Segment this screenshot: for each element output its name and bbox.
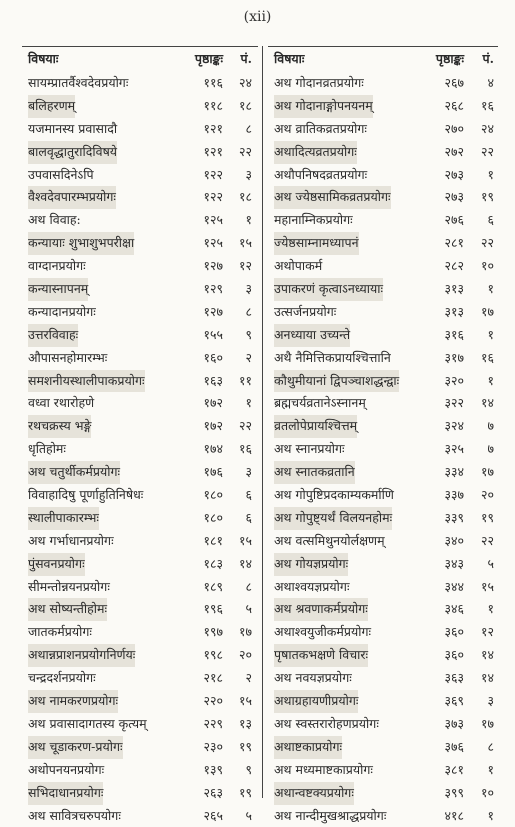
entry-para: ८ — [226, 301, 252, 324]
entry-title: अथाश्वयुजीकर्मप्रयोगः — [274, 621, 371, 644]
index-entry — [22, 782, 258, 805]
index-entry — [268, 232, 498, 255]
entry-para: १४ — [468, 392, 494, 415]
entry-title: समशनीयस्थालीपाकप्रयोगः — [28, 370, 145, 393]
entry-page: २६५ — [163, 805, 223, 827]
index-entry — [22, 759, 258, 782]
index-entry — [22, 232, 258, 255]
entry-title: अथाष्टकाप्रयोगः — [274, 736, 342, 759]
index-entry — [268, 209, 498, 232]
entry-title: अथ गोपुष्टिप्रदकाम्यकर्माणि — [274, 484, 394, 507]
entry-title: सभिदाधानप्रयोगः — [28, 782, 103, 805]
index-entry — [268, 484, 498, 507]
entry-title: सीमन्तोन्नयनप्रयोगः — [28, 576, 110, 599]
entry-title: अथान्नप्राशनप्रयोगनिर्णयः — [28, 644, 135, 667]
entry-para: १६ — [468, 347, 494, 370]
entry-page: ३४३ — [404, 553, 464, 576]
entry-page: ३६९ — [404, 690, 464, 713]
index-entry — [268, 644, 498, 667]
index-entry — [22, 530, 258, 553]
index-entry — [268, 713, 498, 736]
entry-para: ३ — [226, 278, 252, 301]
entry-page: १७२ — [163, 392, 223, 415]
index-entry — [22, 553, 258, 576]
entry-page: १७२ — [163, 415, 223, 438]
entry-para: १ — [468, 805, 494, 827]
index-entry — [22, 118, 258, 141]
entry-page: ३४६ — [404, 598, 464, 621]
index-entry — [268, 667, 498, 690]
entry-title: अथ गोदानव्रतप्रयोगः — [274, 72, 364, 95]
entry-title: धृतिहोमः — [28, 438, 66, 461]
entry-page: १९६ — [163, 598, 223, 621]
index-entry — [22, 507, 258, 530]
entry-page: २३० — [163, 736, 223, 759]
entry-para: १५ — [226, 232, 252, 255]
entry-page: ३६० — [404, 621, 464, 644]
entry-para: १५ — [226, 690, 252, 713]
entry-title: पृषातकभक्षणे विचारः — [274, 644, 368, 667]
entry-title: कन्यास्नापनम् — [28, 278, 88, 301]
entry-para: २२ — [226, 141, 252, 164]
entry-title: यजमानस्य प्रवासादौ — [28, 118, 117, 141]
index-entry — [22, 72, 258, 95]
entry-para: १ — [226, 209, 252, 232]
entry-page: ४१८ — [404, 805, 464, 827]
column-divider — [262, 46, 263, 798]
index-entry — [22, 805, 258, 827]
entry-title: अथ मध्यमाष्टकाप्रयोगः — [274, 759, 373, 782]
entry-para: १४ — [468, 644, 494, 667]
entry-para: १ — [468, 164, 494, 187]
header-para: पं. — [468, 46, 494, 72]
entry-page: १२१ — [163, 141, 223, 164]
entry-page: ३३९ — [404, 507, 464, 530]
entry-title: वध्वा रथारोहणे — [28, 392, 94, 415]
entry-title: वाग्दानप्रयोगः — [28, 255, 86, 278]
entry-page: ३८१ — [404, 759, 464, 782]
entry-page: १९७ — [163, 621, 223, 644]
entry-para: २२ — [468, 232, 494, 255]
entry-title: अथ नान्दीमुखश्राद्धप्रयोगः — [274, 805, 386, 827]
entry-page: २७३ — [404, 164, 464, 187]
index-entry — [268, 95, 498, 118]
entry-para: ३ — [468, 690, 494, 713]
entry-page: १२२ — [163, 186, 223, 209]
entry-page: २६८ — [404, 95, 464, 118]
entry-para: १ — [468, 759, 494, 782]
entry-para: १७ — [468, 461, 494, 484]
entry-para: ११ — [226, 370, 252, 393]
index-entry — [22, 461, 258, 484]
entry-para: ८ — [226, 118, 252, 141]
entry-para: १० — [468, 255, 494, 278]
entry-page: ३३७ — [404, 484, 464, 507]
index-entry — [268, 598, 498, 621]
entry-title: बालवृद्धातुरादिविषये — [28, 141, 117, 164]
entry-title: अथ वत्समिथुनयोर्लक्षणम् — [274, 530, 385, 553]
entry-page: २१८ — [163, 667, 223, 690]
entry-page: १६० — [163, 347, 223, 370]
index-entry — [22, 576, 258, 599]
entry-para: ७ — [468, 438, 494, 461]
index-entry — [22, 598, 258, 621]
entry-page: ३२५ — [404, 438, 464, 461]
header-page: पृष्ठाङ्कः — [404, 46, 464, 72]
index-entry — [22, 713, 258, 736]
index-entry — [22, 209, 258, 232]
index-entry — [22, 736, 258, 759]
entry-title: जातकर्मप्रयोगः — [28, 621, 92, 644]
index-entry — [22, 370, 258, 393]
entry-para: ३ — [226, 461, 252, 484]
entry-para: १ — [226, 392, 252, 415]
entry-title: औपासनहोमारम्भः — [28, 347, 107, 370]
entry-para: १२ — [226, 255, 252, 278]
entry-page: २७० — [404, 118, 464, 141]
index-entry — [22, 690, 258, 713]
index-entry — [268, 415, 498, 438]
index-entry — [268, 118, 498, 141]
index-entry — [22, 301, 258, 324]
index-entry — [22, 415, 258, 438]
entry-title: अथान्वष्टक्यप्रयोगः — [274, 782, 354, 805]
page-number: (xii) — [0, 9, 515, 25]
entry-title: अथादित्यव्रतप्रयोगः — [274, 141, 357, 164]
entry-para: १४ — [226, 553, 252, 576]
index-column-left — [22, 46, 258, 827]
entry-para: ८ — [226, 576, 252, 599]
header-page: पृष्ठाङ्कः — [163, 46, 223, 72]
entry-page: ३२२ — [404, 392, 464, 415]
entry-page: ३१३ — [404, 278, 464, 301]
entry-title: विवाहादिषु पूर्णाहुतिनिषेधः — [28, 484, 143, 507]
index-entry — [22, 484, 258, 507]
entry-page: २६७ — [404, 72, 464, 95]
entry-page: १७६ — [163, 461, 223, 484]
header-topic: विषयाः — [28, 46, 58, 72]
entry-para: १५ — [226, 530, 252, 553]
entry-title: उत्सर्जनप्रयोगः — [274, 301, 336, 324]
index-entry — [268, 576, 498, 599]
entry-page: ३६० — [404, 644, 464, 667]
entry-title: अथ चतुर्थीकर्मप्रयोगः — [28, 461, 120, 484]
index-entry — [22, 347, 258, 370]
entry-page: १८० — [163, 484, 223, 507]
entry-page: ३४० — [404, 530, 464, 553]
entry-title: अथ गोपुष्ट्यर्थं विलयनहोमः — [274, 507, 392, 530]
entry-page: ३२४ — [404, 415, 464, 438]
entry-para: ७ — [468, 415, 494, 438]
entry-title: अथ प्रवासादागतस्य कृत्यम् — [28, 713, 147, 736]
entry-para: ४ — [468, 72, 494, 95]
entry-page: ३४४ — [404, 576, 464, 599]
entry-para: ८ — [468, 736, 494, 759]
index-entry — [268, 255, 498, 278]
entry-para: २२ — [468, 530, 494, 553]
header-topic: विषयाः — [274, 46, 304, 72]
entry-title: अथ चूडाकरण-प्रयोगः — [28, 736, 123, 759]
entry-para: १ — [468, 370, 494, 393]
entry-para: १७ — [468, 713, 494, 736]
entry-para: १९ — [226, 736, 252, 759]
entry-title: अथ विवाह: — [28, 209, 81, 232]
entry-para: १५ — [468, 576, 494, 599]
index-entry — [22, 438, 258, 461]
entry-page: ३७३ — [404, 713, 464, 736]
entry-page: ११६ — [163, 72, 223, 95]
entry-page: १२९ — [163, 278, 223, 301]
entry-para: १९ — [468, 507, 494, 530]
index-entry — [22, 141, 258, 164]
entry-para: ६ — [468, 209, 494, 232]
entry-title: रथचक्रस्य भङ्गे — [28, 415, 91, 438]
entry-para: ५ — [226, 598, 252, 621]
entry-page: १८९ — [163, 576, 223, 599]
entry-title: अथोपनयनप्रयोगः — [28, 759, 104, 782]
index-entry — [268, 164, 498, 187]
entry-title: व्रतलोपेप्रायश्चित्तम् — [274, 415, 357, 438]
entry-title: महानाम्निकप्रयोगः — [274, 209, 353, 232]
entry-title: अथ श्रवणाकर्मप्रयोगः — [274, 598, 368, 621]
index-entry — [268, 278, 498, 301]
index-entry — [268, 438, 498, 461]
entry-title: सायम्प्रातर्वैश्वदेवप्रयोगः — [28, 72, 128, 95]
entry-title: उपवासदिनेऽपि — [28, 164, 94, 187]
index-column-right — [268, 46, 498, 827]
index-entry — [268, 553, 498, 576]
entry-title: उत्तरविवाहः — [28, 324, 78, 347]
entry-title: अथ गर्भाधानप्रयोगः — [28, 530, 114, 553]
index-entry — [268, 392, 498, 415]
entry-title: अथ व्रातिकव्रतप्रयोगः — [274, 118, 367, 141]
entry-page: १२१ — [163, 118, 223, 141]
entry-para: ३ — [226, 164, 252, 187]
entry-page: ३१३ — [404, 301, 464, 324]
entry-title: अथ गोदानाङ्गोपनयनम् — [274, 95, 373, 118]
entry-page: १८० — [163, 507, 223, 530]
entry-para: २२ — [226, 415, 252, 438]
entry-para: ६ — [226, 484, 252, 507]
index-entry — [268, 324, 498, 347]
entry-page: १२७ — [163, 301, 223, 324]
entry-para: २४ — [468, 118, 494, 141]
index-entry — [268, 370, 498, 393]
index-entry — [268, 621, 498, 644]
entry-para: १७ — [468, 301, 494, 324]
entry-title: अथ गोयज्ञप्रयोगः — [274, 553, 348, 576]
index-entry — [22, 324, 258, 347]
entry-para: १४ — [468, 667, 494, 690]
entry-para: ६ — [226, 507, 252, 530]
index-entry — [22, 255, 258, 278]
entry-para: १ — [468, 598, 494, 621]
entry-title: अथ नवयज्ञप्रयोगः — [274, 667, 352, 690]
entry-page: १५५ — [163, 324, 223, 347]
entry-page: ३२० — [404, 370, 464, 393]
entry-title: कन्यायाः शुभाशुभपरीक्षा — [28, 232, 134, 255]
entry-page: २७६ — [404, 209, 464, 232]
column-header — [22, 46, 258, 72]
entry-title: अथ स्नानप्रयोगः — [274, 438, 345, 461]
entry-page: ३७६ — [404, 736, 464, 759]
index-entry — [22, 186, 258, 209]
column-header — [268, 46, 498, 72]
entry-page: ३१६ — [404, 324, 464, 347]
entry-title: वैश्वदेवपारम्भप्रयोगः — [28, 186, 116, 209]
entry-page: २२० — [163, 690, 223, 713]
entry-page: १२७ — [163, 255, 223, 278]
entry-para: २० — [226, 644, 252, 667]
entry-para: ५ — [468, 553, 494, 576]
entry-title: ज्येष्ठसाम्नामध्यापनं — [274, 232, 359, 255]
entry-para: ९ — [226, 324, 252, 347]
entry-para: १० — [468, 782, 494, 805]
entry-page: १८३ — [163, 553, 223, 576]
index-entry — [268, 141, 498, 164]
header-para: पं. — [226, 46, 252, 72]
index-entry — [268, 805, 498, 827]
entry-para: १९ — [468, 186, 494, 209]
entry-page: ११८ — [163, 95, 223, 118]
entry-page: १९८ — [163, 644, 223, 667]
entry-page: ३१७ — [404, 347, 464, 370]
entry-page: ३९९ — [404, 782, 464, 805]
entry-title: उपाकरणं कृत्वाऽनध्यायाः — [274, 278, 383, 301]
entry-title: कन्यादानप्रयोगः — [28, 301, 96, 324]
entry-title: चन्द्रदर्शनप्रयोगः — [28, 667, 96, 690]
entry-para: १२ — [468, 621, 494, 644]
index-entry — [268, 186, 498, 209]
entry-page: १८१ — [163, 530, 223, 553]
index-entry — [268, 347, 498, 370]
index-entry — [22, 667, 258, 690]
entry-page: १२५ — [163, 209, 223, 232]
index-entry — [22, 392, 258, 415]
entry-title: अनध्याया उच्यन्ते — [274, 324, 350, 347]
index-entry — [22, 95, 258, 118]
index-entry — [268, 507, 498, 530]
entry-title: अथ स्नातकव्रतानि — [274, 461, 355, 484]
entry-para: १६ — [468, 95, 494, 118]
index-entry — [268, 72, 498, 95]
entry-para: १६ — [226, 438, 252, 461]
index-entry — [268, 782, 498, 805]
entry-page: २८२ — [404, 255, 464, 278]
entry-page: ३३४ — [404, 461, 464, 484]
entry-para: २ — [226, 347, 252, 370]
entry-para: १ — [468, 324, 494, 347]
entry-para: १८ — [226, 186, 252, 209]
index-entry — [268, 759, 498, 782]
entry-page: १२२ — [163, 164, 223, 187]
index-entry — [268, 461, 498, 484]
entry-title: कौथुमीयानां द्विपञ्चाशद्धन्द्वाः — [274, 370, 399, 393]
entry-para: १८ — [226, 95, 252, 118]
entry-page: १३९ — [163, 759, 223, 782]
entry-title: अथ सोष्यन्तीहोमः — [28, 598, 107, 621]
entry-para: २२ — [468, 141, 494, 164]
index-entry — [268, 301, 498, 324]
entry-page: २६३ — [163, 782, 223, 805]
entry-para: १३ — [226, 713, 252, 736]
entry-page: २८१ — [404, 232, 464, 255]
entry-para: १ — [468, 278, 494, 301]
entry-page: १६३ — [163, 370, 223, 393]
entry-page: २२९ — [163, 713, 223, 736]
entry-para: २० — [468, 484, 494, 507]
index-entry — [268, 530, 498, 553]
index-entry — [268, 736, 498, 759]
entry-title: अथै नैमित्तिकप्रायश्चित्तानि — [274, 347, 391, 370]
entry-title: बलिहरणम् — [28, 95, 75, 118]
entry-para: ५ — [226, 805, 252, 827]
entry-title: स्थालीपाकारम्भः — [28, 507, 99, 530]
entry-title: अथ स्वस्तरारोहणप्रयोगः — [274, 713, 379, 736]
entry-page: १७४ — [163, 438, 223, 461]
entry-title: अथोपाकर्म — [274, 255, 322, 278]
entry-title: अथ सावित्रचरुपयोगः — [28, 805, 121, 827]
entry-title: अथ ज्येष्ठसामिकव्रतप्रयोगः — [274, 186, 391, 209]
entry-page: १२५ — [163, 232, 223, 255]
entry-title: ब्रह्मचर्यव्रतानेऽस्नानम् — [274, 392, 366, 415]
index-entry — [22, 278, 258, 301]
entry-title: अथ नामकरणप्रयोगः — [28, 690, 118, 713]
entry-title: पुंसवनप्रयोगः — [28, 553, 85, 576]
entry-page: २७३ — [404, 186, 464, 209]
index-entry — [22, 644, 258, 667]
entry-page: ३६३ — [404, 667, 464, 690]
entry-title: अथाश्वयज्ञप्रयोगः — [274, 576, 349, 599]
entry-para: १९ — [226, 782, 252, 805]
index-entry — [22, 164, 258, 187]
index-entry — [22, 621, 258, 644]
entry-page: २७२ — [404, 141, 464, 164]
entry-title: अथाग्रहायणीप्रयोगः — [274, 690, 358, 713]
entry-para: २ — [226, 667, 252, 690]
index-entry — [268, 690, 498, 713]
entry-para: १७ — [226, 621, 252, 644]
entry-title: अथौपनिषदव्रतप्रयोगः — [274, 164, 367, 187]
entry-para: २४ — [226, 72, 252, 95]
entry-para: ९ — [226, 759, 252, 782]
